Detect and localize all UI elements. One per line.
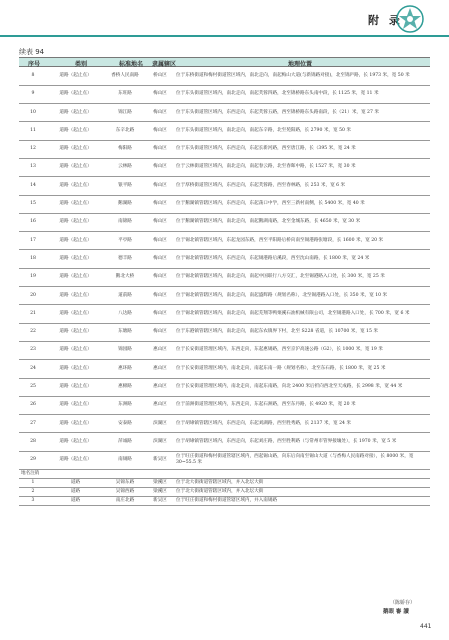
signature: 鹅眼 審 讀 (383, 609, 409, 615)
row-district: 梅山区 (146, 232, 174, 250)
row-type: 道路 (47, 488, 104, 497)
row-number: 21 (19, 305, 47, 323)
row-location: 位于东桥街道和梅村街道管区域内，南北走向，南起梅山大道(与新锦路对接)，北至锦庐路，长 1973 米，宽 50 米 (174, 67, 430, 85)
row-number: 26 (19, 396, 47, 414)
row-district: 梅山区 (146, 287, 174, 305)
row-location: 位于锡北镇管辖区域内，东起龙园东路，西至平阳路后桥向南至锡港路张塘段，长 1600 米，宽 20 米 (174, 232, 430, 250)
row-number: 12 (19, 140, 47, 158)
row-district: 新吴区 (146, 497, 174, 506)
table-row (19, 268, 430, 286)
table-row (19, 497, 430, 506)
row-location: 位于北大街街道管辖区域内，并入北坛大街 (174, 479, 430, 488)
row-number: 22 (19, 323, 47, 341)
row-district: 桥山区 (146, 67, 174, 85)
section-row (19, 470, 430, 479)
row-number: 8 (19, 67, 47, 85)
row-number: 14 (19, 177, 47, 195)
table-row (19, 232, 430, 250)
col-header-type: 类别 (74, 61, 87, 68)
section-label: 地名注销 (19, 470, 430, 479)
row-name: 德丰路 (104, 250, 146, 268)
row-district: 梅山区 (146, 323, 174, 341)
row-number: 10 (19, 104, 47, 122)
row-type: 道路 (47, 479, 104, 488)
row-location: 位于前洲街道管理区域内，东西走向，东起石洲路，西至东丹路，长 4920 米，宽 20 米 (174, 396, 430, 414)
row-location: 位于锡北镇管辖区域内，南北走向，南起芜翔等鸭栗溪石油机械有限公司，北至锡港路入口处，长 700 米，宽 6 米 (174, 305, 430, 323)
row-name: 道前路 (104, 287, 146, 305)
row-type: 道路（起止点） (47, 85, 104, 103)
row-type: 道路（起止点） (47, 305, 104, 323)
row-number: 23 (19, 341, 47, 359)
col-header-district: 隶属辖区 (151, 61, 176, 68)
row-type: 道路（起止点） (47, 140, 104, 158)
row-location: 位于东头街道管区域内，东西走向，东起长新河路，西至唐江路，长（395 米，宽 24 米 (174, 140, 430, 158)
row-name: 东辛北路 (104, 122, 146, 140)
table-row (19, 195, 430, 213)
row-district: 梅山区 (146, 104, 174, 122)
row-type: 道路（起止点） (47, 323, 104, 341)
row-name: 惠棉路 (104, 378, 146, 396)
row-number: 9 (19, 85, 47, 103)
row-district: 梅山区 (146, 85, 174, 103)
row-name: 香桥人民南路 (104, 67, 146, 85)
row-name: 东塘路 (104, 323, 146, 341)
row-location: 位于东头街道管区域内，东西走向，东起芙蓉五路，西至锦桥路东头路南段，长（21）米，宽 27 米 (174, 104, 430, 122)
row-name: 云林路 (104, 158, 146, 176)
row-location: 位于长安街道管理区域内，南北走向，南起东南路，向北 2400 米后折向西北至天成路，长 2998 米，宽 44 米 (174, 378, 430, 396)
row-type: 道路（起止点） (47, 433, 104, 451)
row-location: 位于东头街道管区域内，南北走向，南起东辛路，北至苑阳路，长 2790 米，宽 50 米 (174, 122, 430, 140)
row-name: 银平路 (104, 177, 146, 195)
row-name: 平亭路 (104, 232, 146, 250)
table-row (19, 287, 430, 305)
table-row (19, 305, 430, 323)
row-district: 梅山区 (146, 305, 174, 323)
table-row (19, 122, 430, 140)
row-location: 位于厚桥街道管区域内，东西走向，东起芙蓉路，西至春林路，长 253 米，宽 6 米 (174, 177, 430, 195)
row-location: 位于长安街道管理区域内，南北走向，南起东南一路（规划名称），北至东石路，长 1800 米，宽 25 米 (174, 360, 430, 378)
table-row (19, 104, 430, 122)
row-location: 位于鹅湖镇管辖区域内，南北走向，南起鹅湖南路，北至金城东路，长 4650 米，宽 30 米 (174, 213, 430, 231)
row-name: 鹅湖路 (104, 195, 146, 213)
row-location: 位于长安街道管理区域内，东西走向，东起惠锡路，西至京沪高速公路（G2），长 1000 米，宽 19 米 (174, 341, 430, 359)
header-rule (0, 35, 449, 37)
row-district: 梁溪区 (146, 479, 174, 488)
row-number: 27 (19, 415, 47, 433)
row-type: 道路（起止点） (47, 250, 104, 268)
row-location: 位于胡埭镇管辖区域内，东西走向，东起刘湖路，西至胜秀路，长 2137 米，宽 24 米 (174, 415, 430, 433)
row-district: 梅山区 (146, 250, 174, 268)
row-district: 惠山区 (146, 341, 174, 359)
row-name: 东洲路 (104, 396, 146, 414)
row-type: 道路 (47, 497, 104, 506)
table-row (19, 341, 430, 359)
table-row (19, 158, 430, 176)
row-location: 位于旺庄街道和梅村街道管辖区域内，并入南锡路 (174, 497, 430, 506)
row-district: 梁溪区 (146, 488, 174, 497)
table-row (19, 177, 430, 195)
row-district: 惠山区 (146, 378, 174, 396)
row-district: 滨湖区 (146, 415, 174, 433)
row-type: 道路（起止点） (47, 287, 104, 305)
table-row (19, 415, 430, 433)
row-number: 17 (19, 232, 47, 250)
row-location: 位于锡北镇管辖区域内，南北走向，南起盛辉路（规划名称），北至锡港路入口处，长 350 米，宽 10 米 (174, 287, 430, 305)
row-number: 19 (19, 268, 47, 286)
row-type: 道路（起止点） (47, 396, 104, 414)
table-row (19, 488, 430, 497)
table-row (19, 213, 430, 231)
row-type: 道路（起止点） (47, 268, 104, 286)
table-row (19, 378, 430, 396)
row-number: 29 (19, 451, 47, 469)
row-district: 新吴区 (146, 451, 174, 469)
row-number: 28 (19, 433, 47, 451)
row-type: 道路（起止点） (47, 360, 104, 378)
row-district: 梅山区 (146, 158, 174, 176)
row-location: 位于锡北镇管辖区域内，东西走向，东起锡港路后溪段，西至沈山南路，长 1800 米，宽 24 米 (174, 250, 430, 268)
row-location: 位于东港镇管辖区域内，南北走向，南起东农镇界下村，北至 S228 省道，长 10700 米，宽 15 米 (174, 323, 430, 341)
row-location: 位于胡埭镇管辖区域内，东西走向，东起刘庄路，西至胜利路（与常州市管界接壤处），长 1970 米，宽 5 米 (174, 433, 430, 451)
table-row (19, 451, 430, 469)
row-type: 道路（起止点） (47, 232, 104, 250)
row-type: 道路（起止点） (47, 67, 104, 85)
row-type: 道路（起止点） (47, 195, 104, 213)
row-type: 道路（起止点） (47, 451, 104, 469)
row-location: 位于锡北镇管辖区域内，南北走向，南起中国联行八方交汇，北至锡港路入口处，长 300 米，宽 25 米 (174, 268, 430, 286)
data-table (19, 67, 430, 506)
row-type: 道路（起止点） (47, 378, 104, 396)
col-header-location: 地理位置 (287, 61, 312, 68)
row-name: 吴锦东路 (104, 479, 146, 488)
row-type: 道路（起止点） (47, 158, 104, 176)
table-row (19, 323, 430, 341)
table-row (19, 140, 430, 158)
table-row (19, 67, 430, 85)
row-number: 25 (19, 378, 47, 396)
row-location: 位于北大街街道管辖区域内，并入北坛大街 (174, 488, 430, 497)
row-district: 梅山区 (146, 140, 174, 158)
row-number: 18 (19, 250, 47, 268)
row-number: 15 (19, 195, 47, 213)
footnote: （陈娇存） (390, 600, 416, 606)
row-district: 梅山区 (146, 122, 174, 140)
table-title: 续表 94 (19, 48, 45, 56)
row-name: 锦园路 (104, 341, 146, 359)
table-row (19, 250, 430, 268)
row-district: 惠山区 (146, 396, 174, 414)
row-district: 梅山区 (146, 177, 174, 195)
col-header-no: 序号 (27, 61, 40, 68)
row-number: 3 (19, 497, 47, 506)
row-name: 南锦路 (104, 213, 146, 231)
page-number: 441 (420, 623, 432, 630)
row-district: 惠山区 (146, 360, 174, 378)
row-name: 梅阳路 (104, 140, 146, 158)
row-district: 梅山区 (146, 195, 174, 213)
row-location: 位于云林街道管区域内，南北走向，南起春云路，北至春晖中路，长 1527 米，宽 30 米 (174, 158, 430, 176)
row-type: 道路（起止点） (47, 104, 104, 122)
table-row (19, 479, 430, 488)
row-number: 11 (19, 122, 47, 140)
row-number: 13 (19, 158, 47, 176)
row-name: 南锡路 (104, 451, 146, 469)
row-name: 南庄北路 (104, 497, 146, 506)
row-number: 1 (19, 479, 47, 488)
row-type: 道路（起止点） (47, 213, 104, 231)
row-name: 锦江路 (104, 104, 146, 122)
row-number: 16 (19, 213, 47, 231)
row-number: 20 (19, 287, 47, 305)
row-district: 梅山区 (146, 213, 174, 231)
col-header-name: 标准地名 (118, 61, 143, 68)
row-location: 位于鹅湖镇管辖区域内，东西走向，东起荡口中学，西至三新村南侧，长 5400 米，宽 40 米 (174, 195, 430, 213)
row-name: 东旺路 (104, 85, 146, 103)
row-district: 梅山区 (146, 268, 174, 286)
row-type: 道路（起止点） (47, 122, 104, 140)
row-type: 道路（起止点） (47, 177, 104, 195)
row-name: 吴锦西路 (104, 488, 146, 497)
table-row (19, 85, 430, 103)
logo-icon (395, 4, 425, 34)
row-name: 八达路 (104, 305, 146, 323)
row-district: 滨湖区 (146, 433, 174, 451)
table-row (19, 433, 430, 451)
page-header (0, 0, 449, 36)
header-title: 附 录 (368, 14, 403, 27)
row-type: 道路（起止点） (47, 415, 104, 433)
table-row (19, 396, 430, 414)
row-type: 道路（起止点） (47, 341, 104, 359)
row-number: 24 (19, 360, 47, 378)
row-name: 惠环路 (104, 360, 146, 378)
table-row (19, 360, 430, 378)
row-number: 2 (19, 488, 47, 497)
row-location: 位于旺庄街道和梅村街道管辖区域内，西起锡山路，向东后向南至锡山大道（与香梅人民南路对接），长 8000 米，宽 30~55.5 米 (174, 451, 430, 469)
row-name: 萍诚路 (104, 433, 146, 451)
row-name: 安泰路 (104, 415, 146, 433)
row-location: 位于东头街道管区域内，南北走向，南起芙蓉四路，北至锦桥路东头南中段，长 1125 米，宽 11 米 (174, 85, 430, 103)
row-name: 鹅北大桥 (104, 268, 146, 286)
